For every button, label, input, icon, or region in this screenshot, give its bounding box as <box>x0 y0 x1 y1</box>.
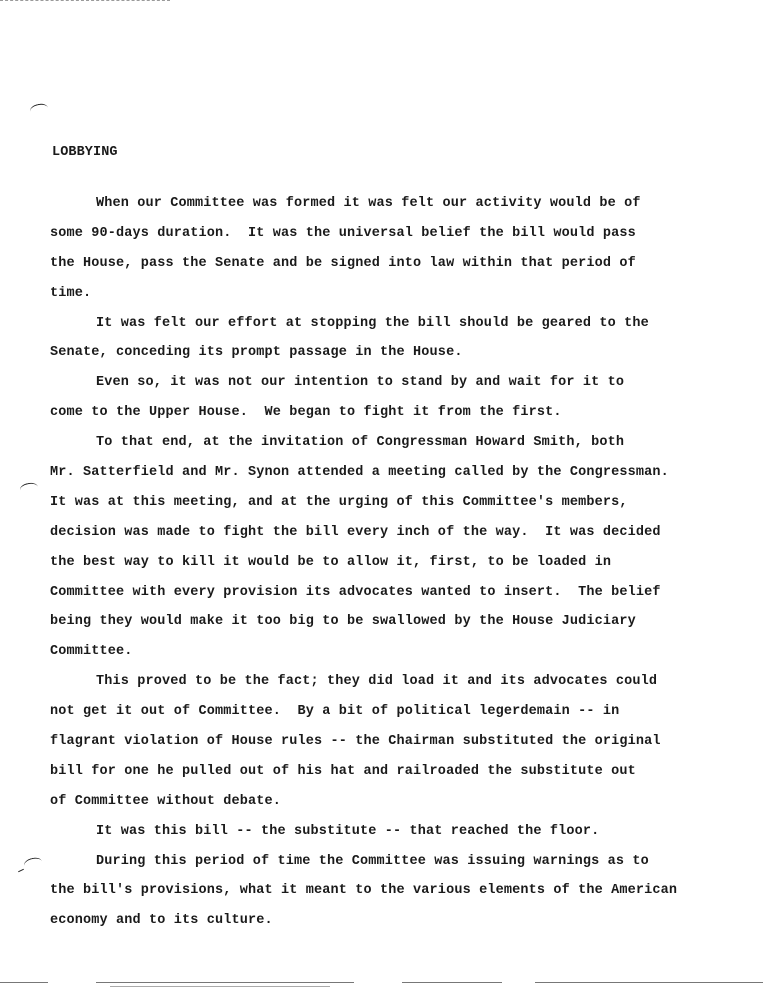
text-line: the House, pass the Senate and be signed into law within that period of <box>50 255 636 271</box>
section-heading: LOBBYING <box>52 145 118 160</box>
text-line: decision was made to fight the bill every inch of the way. It was decided <box>50 524 661 540</box>
bottom-rule <box>0 982 48 983</box>
paragraph <box>50 189 740 309</box>
text-line: flagrant violation of House rules -- the Chairman substituted the original <box>50 734 661 750</box>
top-dashed-rule <box>0 0 170 1</box>
text-line: It was felt our effort at stopping the bill should be geared to the <box>96 315 649 331</box>
bottom-rule <box>110 986 330 987</box>
margin-mark-icon <box>19 482 39 496</box>
text-line: being they would make it too big to be swallowed by the House Judiciary <box>50 614 636 630</box>
text-line: time. <box>50 285 92 301</box>
text-line: Even so, it was not our intention to stand by and wait for it to <box>96 375 625 391</box>
text-line: economy and to its culture. <box>50 913 273 929</box>
margin-mark-tail-icon <box>18 869 24 872</box>
paragraph <box>50 428 740 667</box>
paragraph <box>50 368 740 428</box>
text-line: of Committee without debate. <box>50 793 282 809</box>
text-line: Committee with every provision its advocates wanted to insert. The belief <box>50 584 661 600</box>
text-line: come to the Upper House. We began to fight it from the first. <box>50 405 562 421</box>
text-line: It was this bill -- the substitute -- that reached the floor. <box>96 823 600 839</box>
text-line: some 90-days duration. It was the universal belief the bill would pass <box>50 225 636 241</box>
text-line: It was at this meeting, and at the urging of this Committee's members, <box>50 494 628 510</box>
text-line: During this period of time the Committee was issuing warnings as to <box>96 853 649 869</box>
margin-mark-icon <box>29 102 49 117</box>
text-line: the bill's provisions, what it meant to the various elements of the American <box>50 883 678 899</box>
text-line: To that end, at the invitation of Congressman Howard Smith, both <box>96 435 625 451</box>
text-line: not get it out of Committee. By a bit of political legerdemain -- in <box>50 704 620 720</box>
text-line: Senate, conceding its prompt passage in the House. <box>50 345 463 361</box>
margin-mark-icon <box>23 856 43 871</box>
bottom-rule <box>96 982 354 983</box>
bottom-rule <box>535 982 763 983</box>
text-line: the best way to kill it would be to allow it, first, to be loaded in <box>50 554 612 570</box>
text-line: Mr. Satterfield and Mr. Synon attended a meeting called by the Congressman. <box>50 465 669 481</box>
paragraph <box>50 847 740 937</box>
paragraph <box>50 667 740 816</box>
text-line: Committee. <box>50 644 133 660</box>
paragraph <box>50 817 740 847</box>
text-line: This proved to be the fact; they did load it and its advocates could <box>96 674 658 690</box>
text-line: When our Committee was formed it was felt our activity would be of <box>96 196 641 211</box>
document-body <box>50 189 740 936</box>
text-line: bill for one he pulled out of his hat and railroaded the substitute out <box>50 763 636 779</box>
paragraph <box>50 309 740 369</box>
bottom-rule <box>402 982 502 983</box>
